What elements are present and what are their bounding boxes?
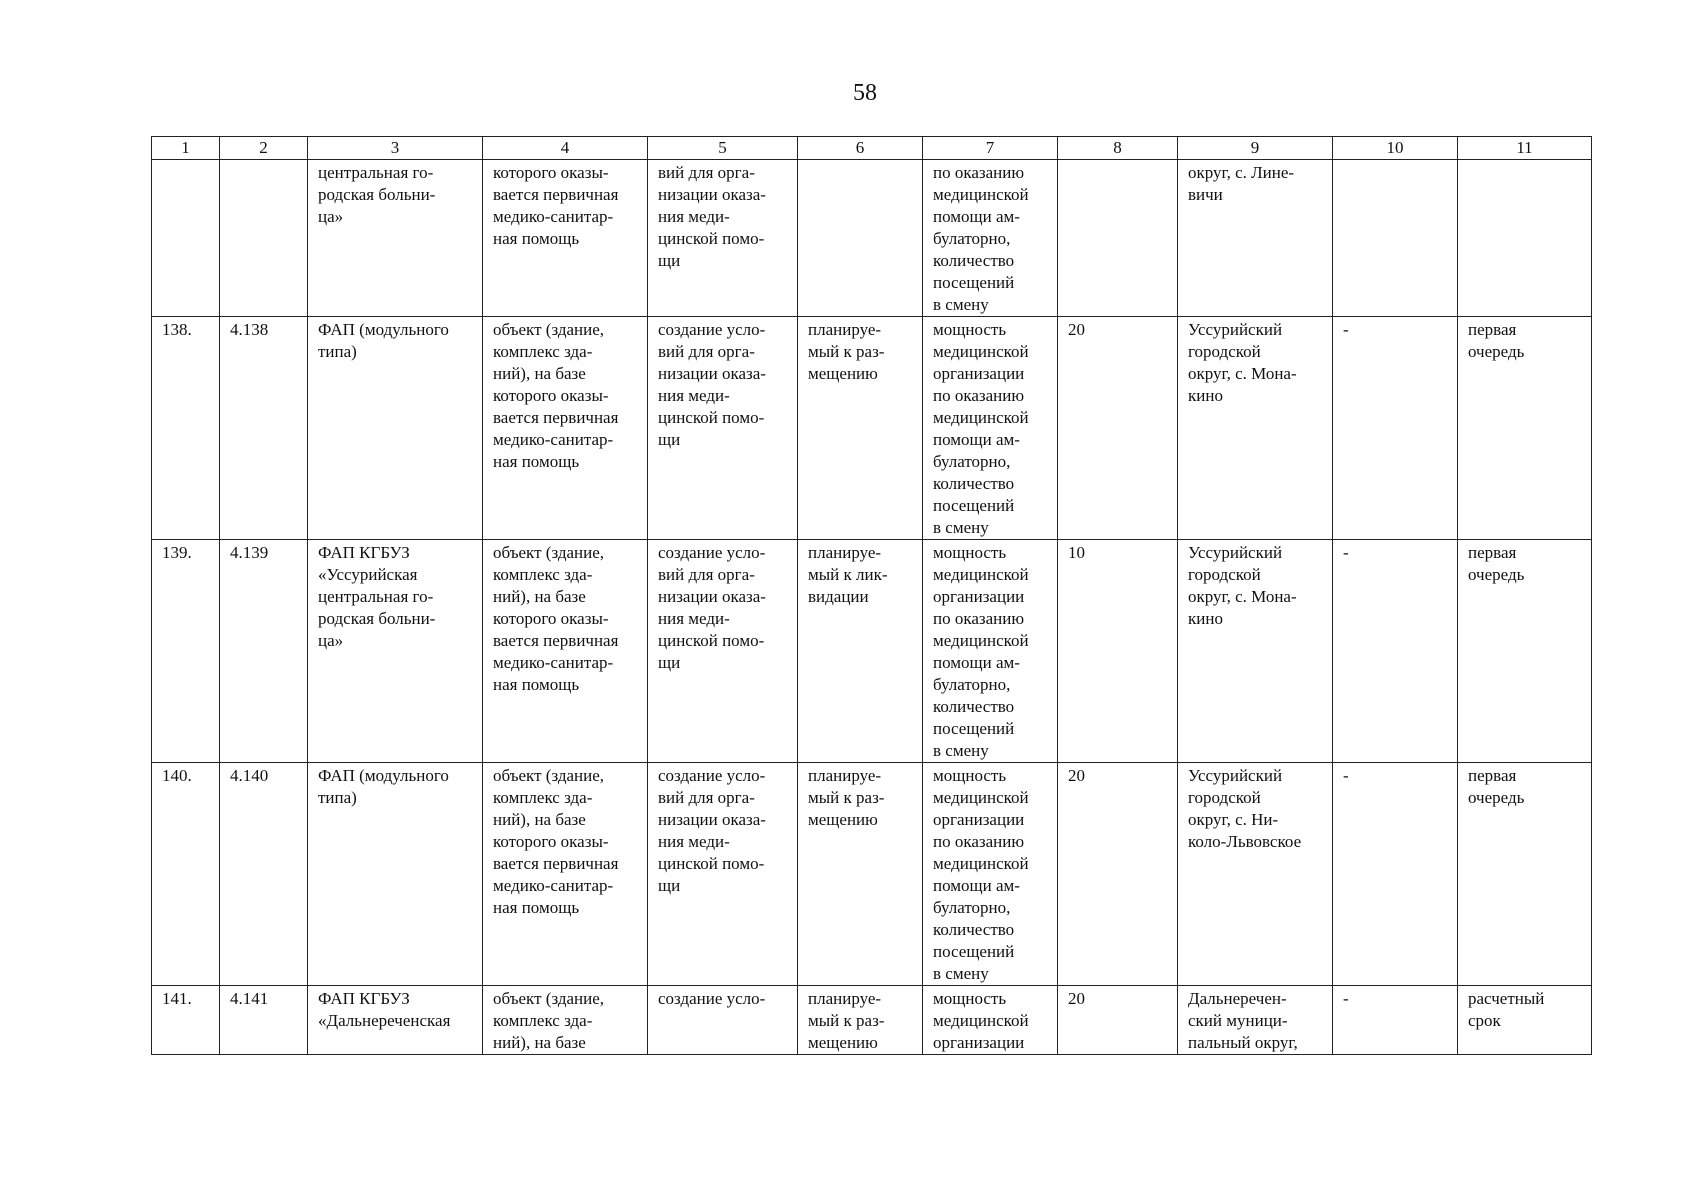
code-cell bbox=[220, 160, 308, 317]
column-number: 1 bbox=[152, 137, 220, 160]
status-cell: планируе- мый к лик- видации bbox=[798, 540, 923, 763]
status-cell bbox=[798, 160, 923, 317]
characteristic-cell: мощность медицинской организации по оказанию медицинской помощи ам- булаторно, количество посещений в смену bbox=[923, 763, 1058, 986]
object-type-cell: объект (здание, комплекс зда- ний), на базе bbox=[483, 986, 648, 1055]
characteristic-cell: мощность медицинской организации по оказанию медицинской помощи ам- булаторно, количество посещений в смену bbox=[923, 317, 1058, 540]
stage-cell: расчетный срок bbox=[1458, 986, 1592, 1055]
column-number: 2 bbox=[220, 137, 308, 160]
table-row bbox=[152, 540, 1592, 763]
object-name-cell: центральная го- родская больни- ца» bbox=[308, 160, 483, 317]
code-cell: 4.138 bbox=[220, 317, 308, 540]
purpose-cell: создание усло- вий для орга- низации оказа- ния меди- цинской помо- щи bbox=[648, 317, 798, 540]
object-name-cell: ФАП КГБУЗ «Дальнереченская bbox=[308, 986, 483, 1055]
column-number: 4 bbox=[483, 137, 648, 160]
zone-cell bbox=[1333, 160, 1458, 317]
characteristic-cell: мощность медицинской организации bbox=[923, 986, 1058, 1055]
table-row bbox=[152, 317, 1592, 540]
capacity-cell: 20 bbox=[1058, 986, 1178, 1055]
status-cell: планируе- мый к раз- мещению bbox=[798, 763, 923, 986]
object-name-cell: ФАП (модульного типа) bbox=[308, 317, 483, 540]
column-number: 3 bbox=[308, 137, 483, 160]
row-number-cell: 139. bbox=[152, 540, 220, 763]
purpose-cell: создание усло- вий для орга- низации оказа- ния меди- цинской помо- щи bbox=[648, 763, 798, 986]
capacity-cell: 20 bbox=[1058, 763, 1178, 986]
column-number: 6 bbox=[798, 137, 923, 160]
page-number: 58 bbox=[853, 80, 877, 106]
location-cell: округ, с. Лине- вичи bbox=[1178, 160, 1333, 317]
zone-cell: - bbox=[1333, 317, 1458, 540]
row-number-cell: 141. bbox=[152, 986, 220, 1055]
code-cell: 4.140 bbox=[220, 763, 308, 986]
column-number: 7 bbox=[923, 137, 1058, 160]
table-row bbox=[152, 986, 1592, 1055]
object-name-cell: ФАП КГБУЗ «Уссурийская центральная го- родская больни- ца» bbox=[308, 540, 483, 763]
row-number-cell: 140. bbox=[152, 763, 220, 986]
status-cell: планируе- мый к раз- мещению bbox=[798, 986, 923, 1055]
zone-cell: - bbox=[1333, 540, 1458, 763]
capacity-cell bbox=[1058, 160, 1178, 317]
characteristic-cell: по оказанию медицинской помощи ам- булаторно, количество посещений в смену bbox=[923, 160, 1058, 317]
planning-table bbox=[151, 136, 1592, 1055]
location-cell: Дальнеречен- ский муници- пальный округ, bbox=[1178, 986, 1333, 1055]
characteristic-cell: мощность медицинской организации по оказанию медицинской помощи ам- булаторно, количество посещений в смену bbox=[923, 540, 1058, 763]
purpose-cell: вий для орга- низации оказа- ния меди- цинской помо- щи bbox=[648, 160, 798, 317]
stage-cell: первая очередь bbox=[1458, 540, 1592, 763]
object-name-cell: ФАП (модульного типа) bbox=[308, 763, 483, 986]
stage-cell bbox=[1458, 160, 1592, 317]
column-number: 5 bbox=[648, 137, 798, 160]
zone-cell: - bbox=[1333, 986, 1458, 1055]
column-number: 10 bbox=[1333, 137, 1458, 160]
status-cell: планируе- мый к раз- мещению bbox=[798, 317, 923, 540]
object-type-cell: объект (здание, комплекс зда- ний), на базе которого оказы- вается первичная медико-санитар- ная помощь bbox=[483, 763, 648, 986]
code-cell: 4.139 bbox=[220, 540, 308, 763]
column-number: 9 bbox=[1178, 137, 1333, 160]
object-type-cell: которого оказы- вается первичная медико-санитар- ная помощь bbox=[483, 160, 648, 317]
row-number-cell bbox=[152, 160, 220, 317]
stage-cell: первая очередь bbox=[1458, 317, 1592, 540]
location-cell: Уссурийский городской округ, с. Мона- кино bbox=[1178, 317, 1333, 540]
capacity-cell: 20 bbox=[1058, 317, 1178, 540]
location-cell: Уссурийский городской округ, с. Мона- кино bbox=[1178, 540, 1333, 763]
table-row bbox=[152, 763, 1592, 986]
purpose-cell: создание усло- вий для орга- низации оказа- ния меди- цинской помо- щи bbox=[648, 540, 798, 763]
row-number-cell: 138. bbox=[152, 317, 220, 540]
column-number: 8 bbox=[1058, 137, 1178, 160]
stage-cell: первая очередь bbox=[1458, 763, 1592, 986]
purpose-cell: создание усло- bbox=[648, 986, 798, 1055]
object-type-cell: объект (здание, комплекс зда- ний), на базе которого оказы- вается первичная медико-санитар- ная помощь bbox=[483, 540, 648, 763]
table-row bbox=[152, 160, 1592, 317]
column-number: 11 bbox=[1458, 137, 1592, 160]
column-number-row bbox=[152, 137, 1592, 160]
zone-cell: - bbox=[1333, 763, 1458, 986]
object-type-cell: объект (здание, комплекс зда- ний), на базе которого оказы- вается первичная медико-санитар- ная помощь bbox=[483, 317, 648, 540]
code-cell: 4.141 bbox=[220, 986, 308, 1055]
capacity-cell: 10 bbox=[1058, 540, 1178, 763]
location-cell: Уссурийский городской округ, с. Ни- коло-Львовское bbox=[1178, 763, 1333, 986]
